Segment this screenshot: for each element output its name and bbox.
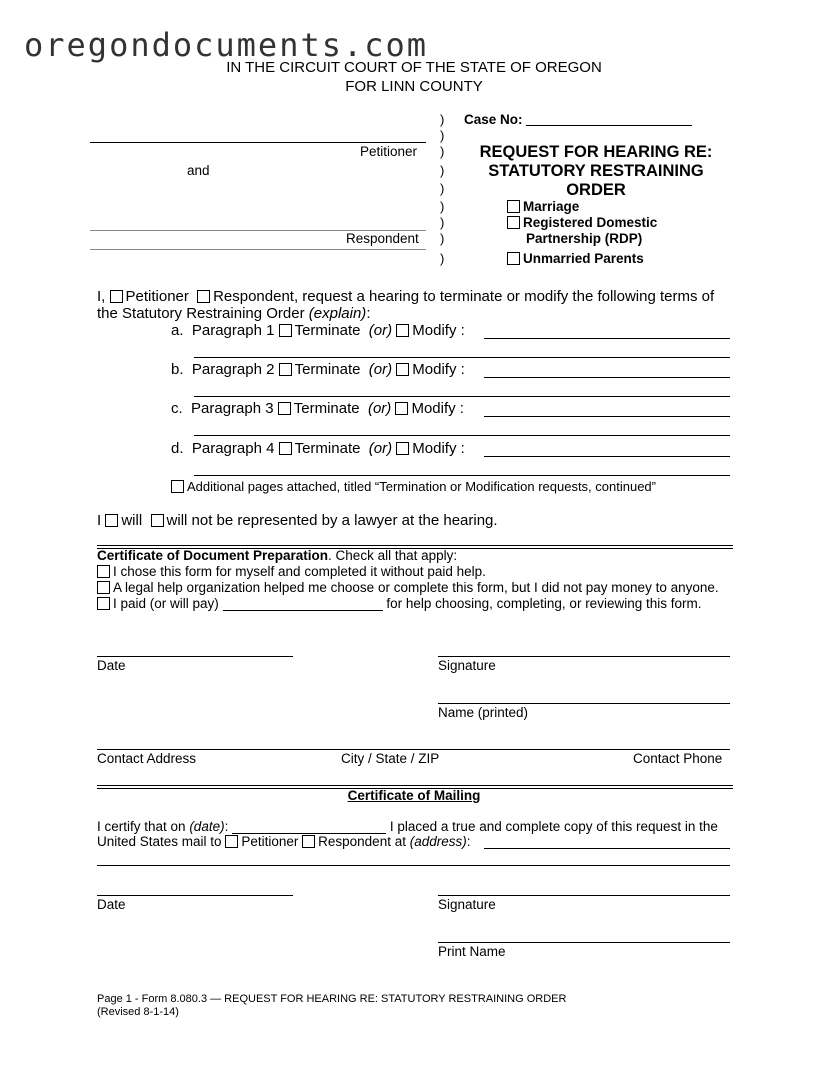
court-heading: IN THE CIRCUIT COURT OF THE STATE OF OREGON (226, 59, 602, 76)
mail-address-field[interactable] (484, 848, 730, 849)
caption-paren: ) (440, 112, 445, 127)
prep-option-3-label-end: for help choosing, completing, or reviewing this form. (386, 596, 702, 611)
paragraph-label: Paragraph 1 (191, 322, 275, 339)
contact-address-label: Contact Address (97, 751, 197, 766)
paragraph-row-a (171, 322, 465, 340)
mail-signature-label: Signature (438, 897, 496, 912)
caption-paren: ) (440, 128, 445, 143)
terminate-checkbox[interactable] (279, 442, 292, 455)
case-no-label: Case No: (464, 112, 523, 127)
or-label: (or) (368, 361, 393, 378)
rdp-checkbox[interactable] (507, 216, 520, 229)
request-line-2-text: the Statutory Restraining Order (97, 305, 305, 322)
footer-line-2: (Revised 8-1-14) (97, 1006, 179, 1018)
prep-option-1-label: I chose this form for myself and completed it without paid help. (113, 564, 486, 579)
modify-field-a[interactable] (484, 338, 730, 339)
cert-prep-heading (97, 548, 457, 564)
additional-pages-option[interactable] (171, 479, 656, 495)
address-label: (address) (409, 834, 467, 849)
paragraph-row-b (171, 361, 465, 379)
marriage-label: Marriage (523, 199, 580, 214)
prep-option-3-label: I paid (or will pay) (113, 596, 219, 611)
marriage-checkbox[interactable] (507, 200, 520, 213)
cert-mail-title: Certificate of Mailing (347, 788, 481, 803)
cert-prep-option-3[interactable] (97, 596, 701, 612)
modify-checkbox[interactable] (395, 402, 408, 415)
caption-paren: ) (440, 144, 445, 159)
name-printed-line[interactable] (438, 703, 730, 704)
caption-paren: ) (440, 215, 445, 230)
paragraph-label: Paragraph 3 (191, 400, 274, 417)
unmarried-parents-option[interactable] (507, 251, 644, 267)
cert-prep-title: Certificate of Document Preparation (97, 548, 329, 563)
date-line[interactable] (97, 656, 293, 657)
form-title (450, 143, 742, 200)
modify-checkbox[interactable] (396, 324, 409, 337)
modify-field-b[interactable] (484, 377, 730, 378)
paragraph-letter: c. (171, 400, 183, 417)
caption-paren: ) (440, 231, 445, 246)
case-no-field[interactable] (526, 125, 692, 126)
petitioner-name-line[interactable] (90, 142, 426, 143)
mail-petitioner-label: Petitioner (241, 834, 299, 849)
form-title-line-3: ORDER (566, 181, 626, 199)
terminate-label: Terminate (294, 361, 361, 378)
signature-line[interactable] (438, 656, 730, 657)
form-title-line-1: REQUEST FOR HEARING RE: (479, 143, 713, 161)
contact-phone-label: Contact Phone (633, 751, 723, 766)
respondent-label: Respondent (346, 231, 419, 246)
watermark-logo: oregondocuments.com (24, 26, 429, 64)
modify-field-a-2[interactable] (194, 357, 730, 358)
terminate-checkbox[interactable] (278, 402, 291, 415)
and-label: and (187, 163, 210, 178)
unmarried-parents-label: Unmarried Parents (523, 251, 644, 266)
name-printed-label: Name (printed) (438, 705, 529, 720)
additional-pages-checkbox[interactable] (171, 480, 184, 493)
modify-label: Modify : (412, 322, 465, 339)
modify-label: Modify : (412, 440, 465, 457)
or-label: (or) (368, 322, 393, 339)
colon: : (466, 834, 471, 849)
mail-respondent-checkbox[interactable] (302, 835, 315, 848)
or-label: (or) (368, 440, 393, 457)
modify-label: Modify : (411, 400, 464, 417)
request-petitioner-checkbox[interactable] (110, 290, 123, 303)
cert-mail-text-2: I placed a true and complete copy of this request in the (389, 819, 718, 834)
cert-mail-text: I certify that on (97, 819, 186, 834)
request-line-1 (97, 288, 714, 306)
or-label: (or) (367, 400, 392, 417)
mail-date-field[interactable] (232, 821, 386, 834)
paid-who-field[interactable] (223, 598, 383, 611)
modify-field-d[interactable] (484, 456, 730, 457)
modify-field-b-2[interactable] (194, 396, 730, 397)
respondent-name-line[interactable] (90, 249, 426, 250)
colon: : (224, 819, 229, 834)
divider (97, 785, 733, 786)
mail-date-label: (date) (189, 819, 225, 834)
mail-respondent-label: Respondent at (318, 834, 406, 849)
paragraph-label: Paragraph 4 (191, 440, 275, 457)
lawyer-i: I (97, 512, 102, 529)
print-name-label: Print Name (438, 944, 506, 959)
will-label: will (121, 512, 143, 529)
cert-prep-option-1[interactable] (97, 564, 486, 580)
form-title-line-2: STATUTORY RESTRAINING (488, 162, 704, 180)
request-respondent-label: Respondent, request a hearing to terminate or modify the following terms of (213, 288, 715, 305)
caption-paren: ) (440, 199, 445, 214)
cert-prep-option-2[interactable] (97, 580, 719, 596)
modify-field-d-2[interactable] (194, 475, 730, 476)
mail-date-line[interactable] (97, 895, 293, 896)
prep-option-2-checkbox[interactable] (97, 581, 110, 594)
modify-checkbox[interactable] (396, 442, 409, 455)
cert-prep-instructions: . Check all that apply: (328, 548, 458, 563)
mail-address-field-2[interactable] (97, 865, 730, 866)
signature-label: Signature (438, 658, 496, 673)
modify-label: Modify : (412, 361, 465, 378)
cert-mail-line-1 (97, 819, 718, 835)
will-checkbox[interactable] (105, 514, 118, 527)
rdp-option[interactable] (507, 215, 657, 231)
rdp-label-line-2: Partnership (RDP) (526, 231, 643, 246)
request-line-2 (97, 305, 370, 323)
mail-petitioner-checkbox[interactable] (225, 835, 238, 848)
cert-mail-line-2 (97, 834, 471, 850)
footer-line-1: Page 1 - Form 8.080.3 — REQUEST FOR HEARING RE: STATUTORY RESTRAINING ORDER (97, 993, 567, 1005)
modify-field-c[interactable] (484, 416, 730, 417)
terminate-checkbox[interactable] (279, 363, 292, 376)
caption-paren: ) (440, 181, 445, 196)
terminate-label: Terminate (293, 400, 360, 417)
terminate-checkbox[interactable] (279, 324, 292, 337)
modify-checkbox[interactable] (396, 363, 409, 376)
i-label: I, (97, 288, 106, 305)
prep-option-2-label: A legal help organization helped me choose or complete this form, but I did not pay money to anyone. (113, 580, 719, 595)
date-label: Date (97, 658, 126, 673)
explain-label: (explain) (308, 305, 367, 322)
prep-option-1-checkbox[interactable] (97, 565, 110, 578)
contact-line[interactable] (97, 749, 730, 750)
modify-field-c-2[interactable] (194, 435, 730, 436)
will-not-checkbox[interactable] (151, 514, 164, 527)
cert-mail-text-3: United States mail to (97, 834, 222, 849)
city-state-zip-label: City / State / ZIP (341, 751, 440, 766)
paragraph-letter: a. (171, 322, 184, 339)
paragraph-row-d (171, 440, 465, 458)
lawyer-row (97, 512, 498, 530)
marriage-option[interactable] (507, 199, 579, 215)
caption-paren: ) (440, 163, 445, 178)
will-not-label: will not be represented by a lawyer at the hearing. (166, 512, 498, 529)
petitioner-label: Petitioner (360, 144, 418, 159)
caption-paren: ) (440, 251, 445, 266)
colon: : (366, 305, 371, 322)
mail-signature-line[interactable] (438, 895, 730, 896)
divider (97, 545, 733, 546)
paragraph-label: Paragraph 2 (191, 361, 275, 378)
mail-date-caption: Date (97, 897, 126, 912)
terminate-label: Terminate (294, 322, 361, 339)
request-petitioner-label: Petitioner (125, 288, 189, 305)
unmarried-parents-checkbox[interactable] (507, 252, 520, 265)
prep-option-3-checkbox[interactable] (97, 597, 110, 610)
paragraph-letter: b. (171, 361, 184, 378)
terminate-label: Terminate (294, 440, 361, 457)
request-respondent-checkbox[interactable] (197, 290, 210, 303)
footer (97, 993, 566, 1019)
paragraph-letter: d. (171, 440, 184, 457)
county-heading: FOR LINN COUNTY (345, 78, 483, 95)
print-name-line[interactable] (438, 942, 730, 943)
additional-pages-label: Additional pages attached, titled “Termination or Modification requests, continued” (187, 479, 656, 494)
rdp-label: Registered Domestic (523, 215, 658, 230)
paragraph-row-c (171, 400, 464, 418)
